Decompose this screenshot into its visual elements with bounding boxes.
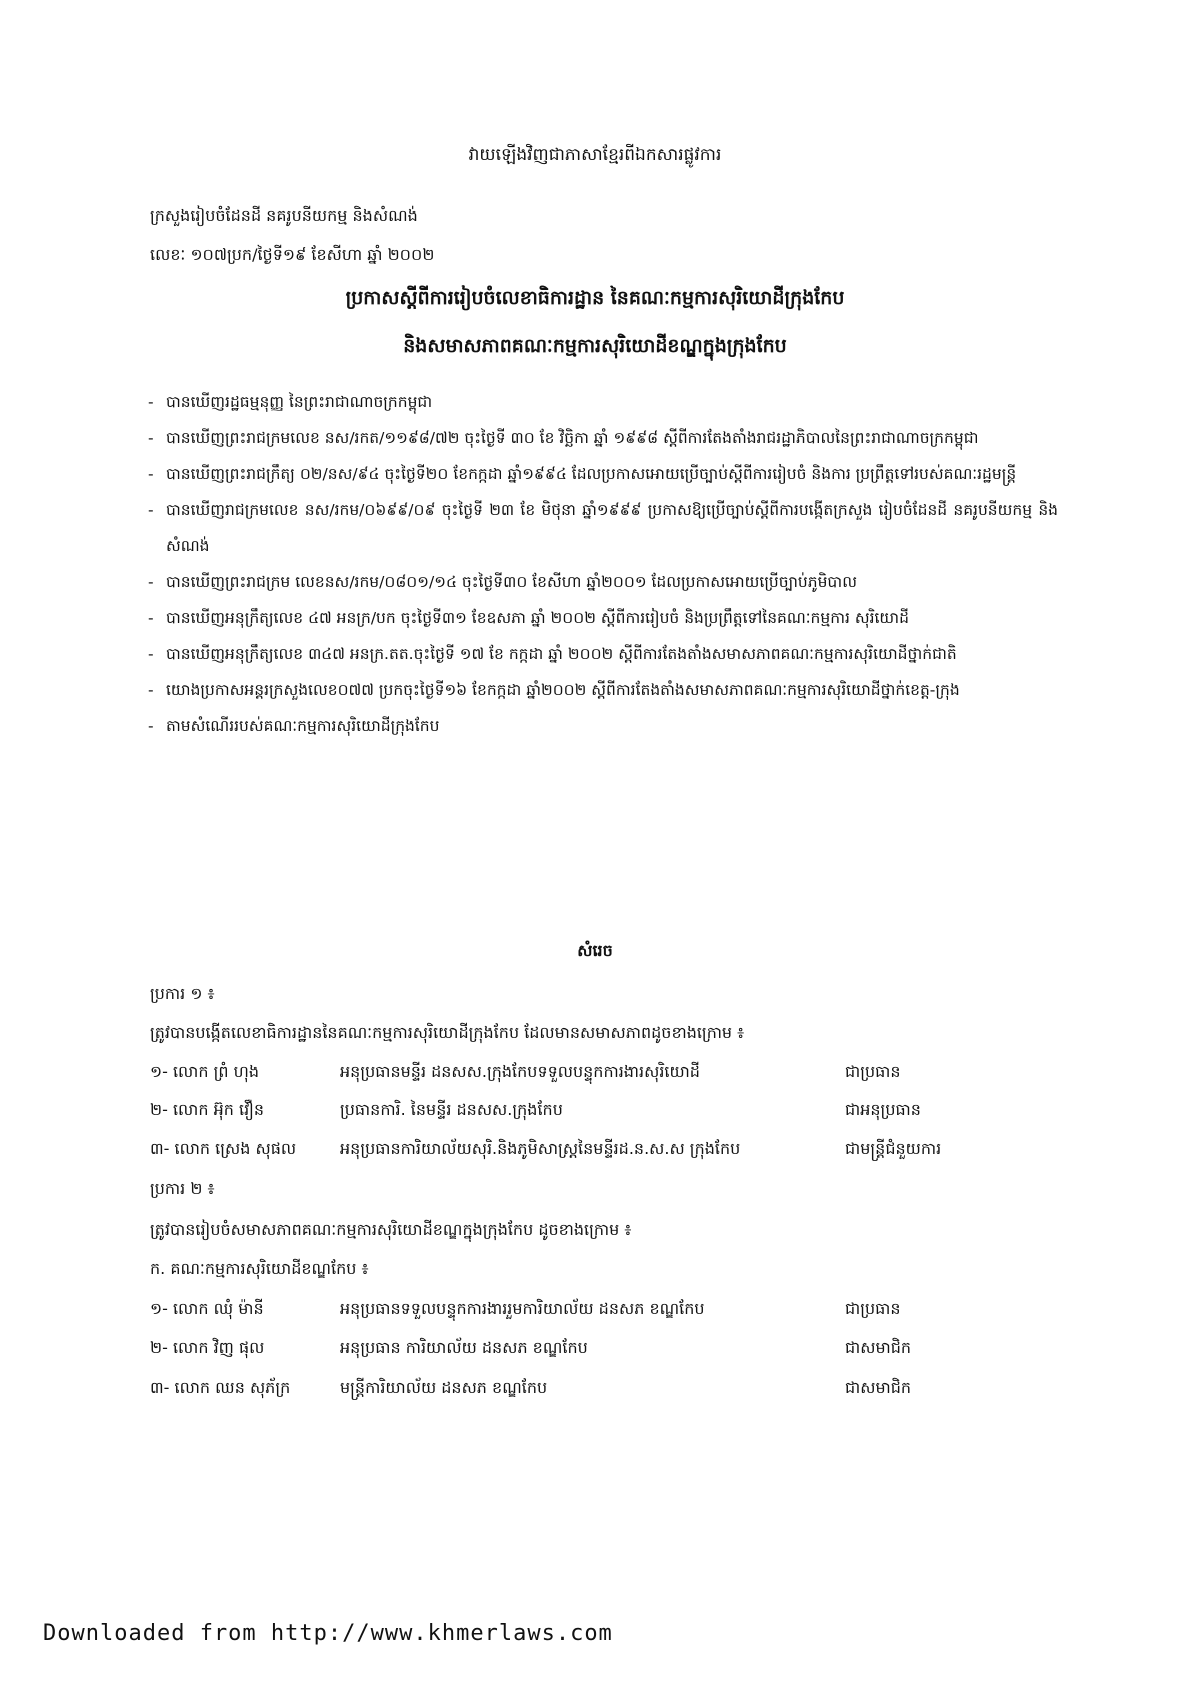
article2-subheading: ក. គណៈកម្មការសុរិយោដីខណ្ឌកែប ៖: [150, 1259, 369, 1278]
member-name: ២- លោក អ៊ុក វឿន: [150, 1100, 265, 1119]
reference-item: - បានឃើញព្រះរាជក្រម លេខនស/រកម/០៨០១/១៤ ចុះថ្ងៃទី៣០ ខែសីហា ឆ្នាំ២០០១ ដែលប្រកាសអោយប្រើច្បាប់ភូមិបាល: [148, 564, 1058, 600]
member-role: ជាសមាជិក: [845, 1338, 912, 1357]
member-position: អនុប្រធានទទួលបន្ទុកការងាររួមការិយាល័យ ដនសភ ខណ្ឌកែប: [340, 1299, 705, 1318]
download-footer: Downloaded from http://www.khmerlaws.com: [43, 1621, 613, 1646]
article2-text: ត្រូវបានរៀបចំសមាសភាពគណៈកម្មការសុរិយោដីខណ្ឌក្នុងក្រុងកែប ដូចខាងក្រោម ៖: [150, 1220, 632, 1239]
member-name: ២- លោក វិញ ផុល: [150, 1338, 265, 1357]
article1-text: ត្រូវបានបង្កើតលេខាធិការដ្ឋាននៃគណៈកម្មការសុរិយោដីក្រុងកែប ដែលមានសមាសភាពដូចខាងក្រោម ៖: [150, 1023, 745, 1042]
member-name: ៣- លោក ឈន សុភ័ក្រ: [150, 1378, 291, 1397]
member-role: ជាអនុប្រធាន: [845, 1100, 921, 1119]
decision-heading: សំរេច: [577, 941, 613, 960]
member-role: ជាប្រធាន: [845, 1062, 901, 1081]
article1-label: ប្រការ ១ ៖: [150, 984, 215, 1003]
reference-item: - បានឃើញព្រះរាជក្រមលេខ នស/រកត/១១៩៨/៧២ ចុះថ្ងៃទី ៣០ ខែ វិច្ឆិកា ឆ្នាំ ១៩៩៨ ស្តីពីការតែងតាំងរាជរដ្ឋាភិបាលនៃព្រះរាជាណាចក្រកម្ពុជា: [148, 420, 1058, 456]
reference-item: - តាមសំណើររបស់គណៈកម្មការសុរិយោដីក្រុងកែប: [148, 708, 1058, 744]
article2-label: ប្រការ ២ ៖: [150, 1179, 215, 1198]
reference-item: - យោងប្រកាសអន្តរក្រសួងលេខ០៧៧ ប្រកចុះថ្ងៃទី១៦ ខែកក្កដា ឆ្នាំ២០០២ ស្តីពីការតែងតាំងសមាសភាពគណៈកម្មការសុរិយោដីថ្នាក់ខេត្ត-ក្រុង: [148, 672, 1058, 708]
member-position: អនុប្រធាន ការិយាល័យ ដនសភ ខណ្ឌកែប: [340, 1338, 588, 1357]
reference-number: លេខៈ ១០៧ប្រក/ថ្ងៃទី១៩ ខែសីហា ឆ្នាំ ២០០២: [150, 245, 435, 264]
member-role: ជាសមាជិក: [845, 1378, 912, 1397]
member-role: ជាមន្ត្រីជំនួយការ: [845, 1139, 942, 1158]
ministry-name: ក្រសួងរៀបចំដែនដី នគរូបនីយកម្ម និងសំណង់: [150, 206, 418, 225]
member-name: ១- លោក ឈុំ ម៉ានី: [150, 1299, 264, 1318]
reference-item: - បានឃើញរដ្ឋធម្មនុញ្ញ នៃព្រះរាជាណាចក្រកម្ពុជា: [148, 384, 1058, 420]
member-position: អនុប្រធានមន្ទីរ ដនសស.ក្រុងកែបទទួលបន្ទុកការងារសុរិយោដី: [340, 1062, 700, 1081]
reference-item: - បានឃើញអនុក្រឹត្យលេខ ៣៤៧ អនក្រ.តត.ចុះថ្ងៃទី ១៧ ខែ កក្កដា ឆ្នាំ ២០០២ ស្តីពីការតែងតាំងសមាសភាពគណៈកម្មការសុរិយោដីថ្នាក់ជាតិ: [148, 636, 1058, 672]
references-list: [148, 384, 1058, 744]
member-name: ៣- លោក ស្រេង សុផល: [150, 1139, 297, 1158]
member-name: ១- លោក ព្រំ ហុង: [150, 1062, 259, 1081]
member-position: អនុប្រធានការិយាល័យសុរិ.និងភូមិសាស្ត្រនៃមន្ទីរដ.ន.ស.ស ក្រុងកែប: [340, 1139, 741, 1158]
document-title-line1: ប្រកាសស្តីពីការរៀបចំលេខាធិការដ្ឋាន នៃគណៈកម្មការសុរិយោដីក្រុងកែប: [345, 287, 845, 309]
reference-item: - បានឃើញរាជក្រមលេខ នស/រកម/០៦៩៩/០៩ ចុះថ្ងៃទី ២៣ ខែ មិថុនា ឆ្នាំ១៩៩៩ ប្រកាសឱ្យប្រើច្បាប់ស្តីពីការបង្កើតក្រសួង រៀបចំដែនដី នគរូបនីយកម្ម និងសំណង់: [148, 492, 1058, 564]
member-position: មន្ត្រីការិយាល័យ ដនសភ ខណ្ឌកែប: [340, 1378, 548, 1397]
member-position: ប្រធានការិ. នៃមន្ទីរ ដនសស.ក្រុងកែប: [340, 1100, 563, 1119]
document-title-line2: និងសមាសភាពគណៈកម្មការសុរិយោដីខណ្ឌក្នុងក្រុងកែប: [403, 335, 787, 357]
member-role: ជាប្រធាន: [845, 1299, 901, 1318]
reference-item: - បានឃើញអនុក្រឹត្យលេខ ៤៧ អនក្រ/បក ចុះថ្ងៃទី៣១ ខែឧសភា ឆ្នាំ ២០០២ ស្តីពីការរៀបចំ និងប្រព្រឹត្តទៅនៃគណៈកម្មការ សុរិយោដី: [148, 600, 1058, 636]
reference-item: - បានឃើញព្រះរាជក្រឹត្យ ០២/នស/៩៤ ចុះថ្ងៃទី២០ ខែកក្កដា ឆ្នាំ១៩៩៤ ដែលប្រកាសអោយប្រើច្បាប់ស្តីពីការរៀបចំ និងការ ប្រព្រឹត្តទៅរបស់គណៈរដ្ឋមន្ត្រី: [148, 456, 1058, 492]
document-header: វាយឡើងវិញជាភាសាខ្មែរពីឯកសារផ្លូវការ: [468, 145, 722, 165]
